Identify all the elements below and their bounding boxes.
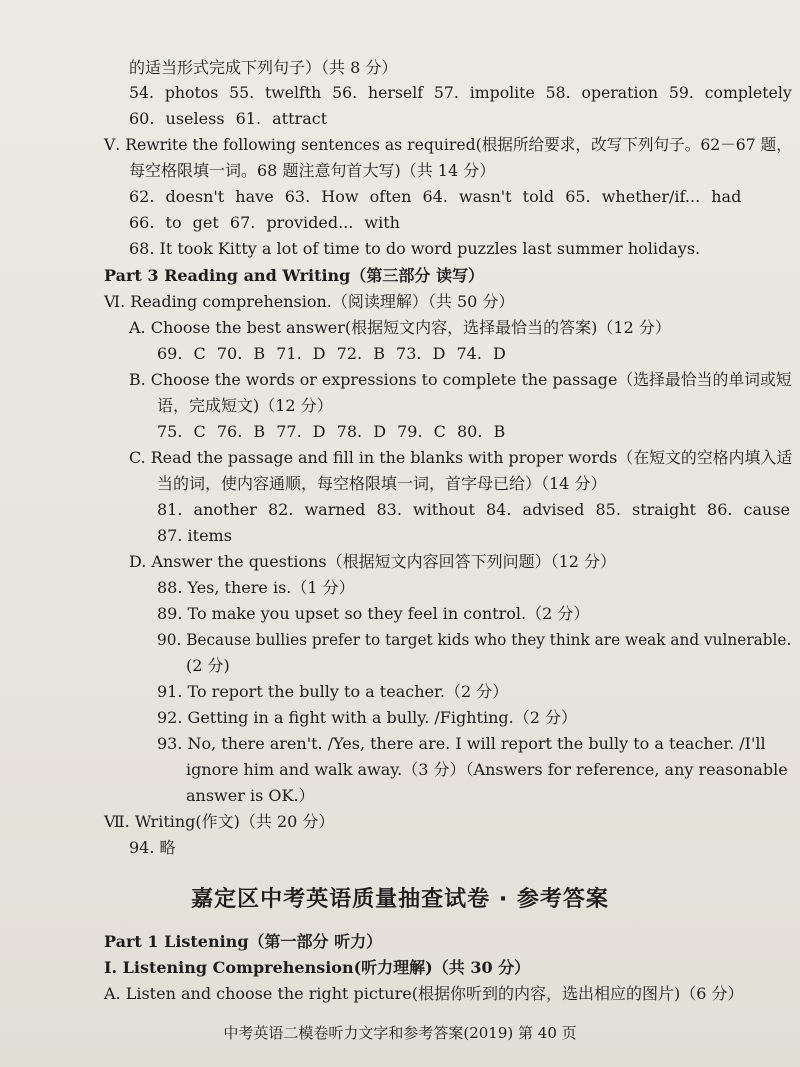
answers-81-86: 81. another 82. warned 83. without 84. advised 85. straight 86. cause — [157, 500, 791, 519]
section-v-heading-cont: 每空格限填一词。68 题注意句首大写)（共 14 分） — [129, 161, 496, 180]
answers-60-61: 60. useless 61. attract — [129, 109, 328, 128]
part-1-heading: Part 1 Listening（第一部分 听力） — [104, 932, 383, 951]
section-b-heading-cont: 语，完成短文)（12 分） — [157, 396, 333, 415]
section-d-heading: D. Answer the questions（根据短文内容回答下列问题）（12 分） — [129, 552, 617, 571]
section-vii-heading: Ⅶ. Writing(作文)（共 20 分） — [104, 812, 335, 831]
answer-94: 94. 略 — [129, 838, 176, 857]
answer-88: 88. Yes, there is.（1 分） — [157, 578, 355, 597]
section-c-heading-cont: 当的词，使内容通顺，每空格限填一词，首字母已给）（14 分） — [157, 474, 607, 493]
answers-54-59: 54. photos 55. twelfth 56. herself 57. impolite 58. operation 59. completely — [129, 83, 792, 102]
section-b-heading: B. Choose the words or expressions to complete the passage（选择最恰当的单词或短 — [129, 370, 792, 389]
answer-90: 90. Because bullies prefer to target kids who they think are weak and vulnerable. — [157, 630, 792, 649]
answer-91: 91. To report the bully to a teacher.（2 分） — [157, 682, 509, 701]
answer-93: 93. No, there aren't. /Yes, there are. I will report the bully to a teacher. /I'll — [157, 734, 766, 753]
listening-section-heading: Ⅰ. Listening Comprehension(听力理解)（共 30 分） — [104, 958, 531, 977]
answers-62-65: 62. doesn't have 63. How often 64. wasn't told 65. whether/if... had — [129, 187, 742, 206]
answers-75-80: 75. C 76. B 77. D 78. D 79. C 80. B — [157, 422, 506, 441]
part-3-heading: Part 3 Reading and Writing（第三部分 读写） — [104, 266, 484, 285]
exam-section-title: 嘉定区中考英语质量抽查试卷 · 参考答案 — [191, 887, 609, 912]
section-c-heading: C. Read the passage and fill in the blanks with proper words（在短文的空格内填入适 — [129, 448, 793, 467]
answers-66-67: 66. to get 67. provided... with — [129, 213, 400, 232]
answer-87: 87. items — [157, 526, 232, 545]
answer-93-note: answer is OK.） — [186, 786, 315, 805]
answer-90-score: (2 分) — [186, 656, 230, 675]
show-through-text — [560, 52, 564, 68]
section-vi-heading: Ⅵ. Reading comprehension.（阅读理解）（共 50 分） — [104, 292, 515, 311]
answer-89: 89. To make you upset so they feel in control.（2 分） — [157, 604, 590, 623]
answers-69-74: 69. C 70. B 71. D 72. B 73. D 74. D — [157, 344, 506, 363]
line-instruction-tail: 的适当形式完成下列句子）（共 8 分） — [129, 58, 398, 77]
section-a-heading: A. Choose the best answer(根据短文内容，选择最恰当的答案)（12 分） — [129, 318, 671, 337]
answer-93-cont: ignore him and walk away.（3 分）（Answers for reference, any reasonable — [186, 760, 788, 779]
section-v-heading: Ⅴ. Rewrite the following sentences as required(根据所给要求，改写下列句子。62－67 题， — [104, 135, 792, 154]
answer-68: 68. It took Kitty a lot of time to do word puzzles last summer holidays. — [129, 239, 701, 258]
page-footer: 中考英语二模卷听力文字和参考答案(2019) 第 40 页 — [223, 1024, 577, 1042]
listening-part-a-heading: A. Listen and choose the right picture(根据你听到的内容，选出相应的图片)（6 分） — [104, 984, 744, 1003]
answer-92: 92. Getting in a fight with a bully. /Fighting.（2 分） — [157, 708, 577, 727]
